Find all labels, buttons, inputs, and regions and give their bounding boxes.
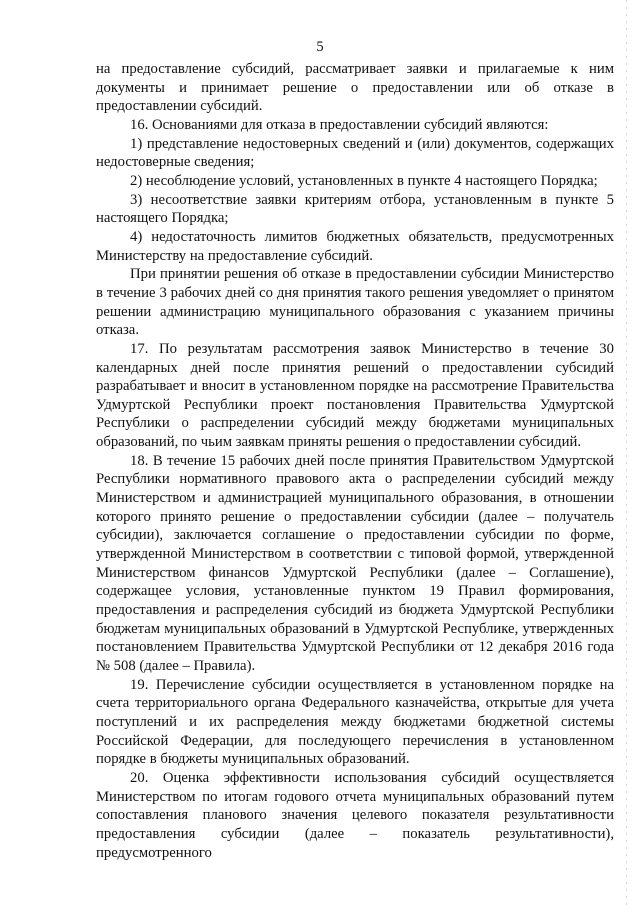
paragraph-16-item-4: 4) недостаточность лимитов бюджетных обязательств, предусмотренных Министерству на предоставление субсидий. <box>96 228 614 264</box>
paragraph-17: 17. По результатам рассмотрения заявок Министерство в течение 30 календарных дней после принятия решений о предоставлении субсидий разрабатывает и вносит в установленном порядке на рассмотрение Правительства Удмуртской Республики проект постановления Правительства Удмуртской Республики о распределении субсидий между бюджетами муниципальных образований, по чьим заявкам приняты решения о предоставлении субсидий. <box>96 340 614 451</box>
paragraph-16-item-2: 2) несоблюдение условий, установленных в пункте 4 настоящего Порядка; <box>130 172 598 189</box>
page-number: 5 <box>316 39 324 55</box>
paragraph-continuation: на предоставление субсидий, рассматривает заявки и прилагаемые к ним документы и принимает решение о предоставлении или об отказе в предоставлении субсидий. <box>96 61 614 115</box>
document-body <box>96 60 614 862</box>
paragraph-16-item-3: 3) несоответствие заявки критериям отбора, установленным в пункте 5 настоящего Порядка; <box>96 191 614 227</box>
scan-edge-line <box>626 0 627 905</box>
paragraph-16-item-1: 1) представление недостоверных сведений и (или) документов, содержащих недостоверные сведения; <box>96 135 614 171</box>
paragraph-18: 18. В течение 15 рабочих дней после принятия Правительством Удмуртской Республики нормативного правового акта о распределении субсидий между Министерством и администрацией муниципального образования, в отношении которого принято решение о предоставлении субсидии (далее – получатель субсидии), заключается соглашение о предоставлении субсидии по форме, утвержденной Министерством в соответствии с типовой формой, утвержденной Министерством финансов Удмуртской Республики (далее – Соглашение), содержащее условия, установленные пунктом 19 Правил формирования, предоставления и распределения субсидий из бюджета Удмуртской Республики бюджетам муниципальных образований в Удмуртской Республике, утвержденных постановлением Правительства Удмуртской Республики от 12 декабря 2016 года № 508 (далее – Правила). <box>96 452 614 674</box>
paragraph-20: 20. Оценка эффективности использования субсидий осуществляется Министерством по итогам годового отчета муниципальных образований путем сопоставления планового значения целевого показателя результативности предоставления субсидии (далее – показатель результативности), предусмотренного <box>96 769 614 861</box>
paragraph-16: 16. Основаниями для отказа в предоставлении субсидий являются: <box>130 116 549 133</box>
paragraph-16-refusal-note: При принятии решения об отказе в предоставлении субсидии Министерство в течение 3 рабочих дней со дня принятия такого решения уведомляет о принятом решении администрацию муниципального образования с указанием причины отказа. <box>96 266 614 339</box>
paragraph-19: 19. Перечисление субсидии осуществляется в установленном порядке на счета территориального органа Федерального казначейства, открытые для учета поступлений и их распределения между бюджетами бюджетной системы Российской Федерации, для последующего перечисления в установленном порядке в бюджеты муниципальных образований. <box>96 676 614 768</box>
